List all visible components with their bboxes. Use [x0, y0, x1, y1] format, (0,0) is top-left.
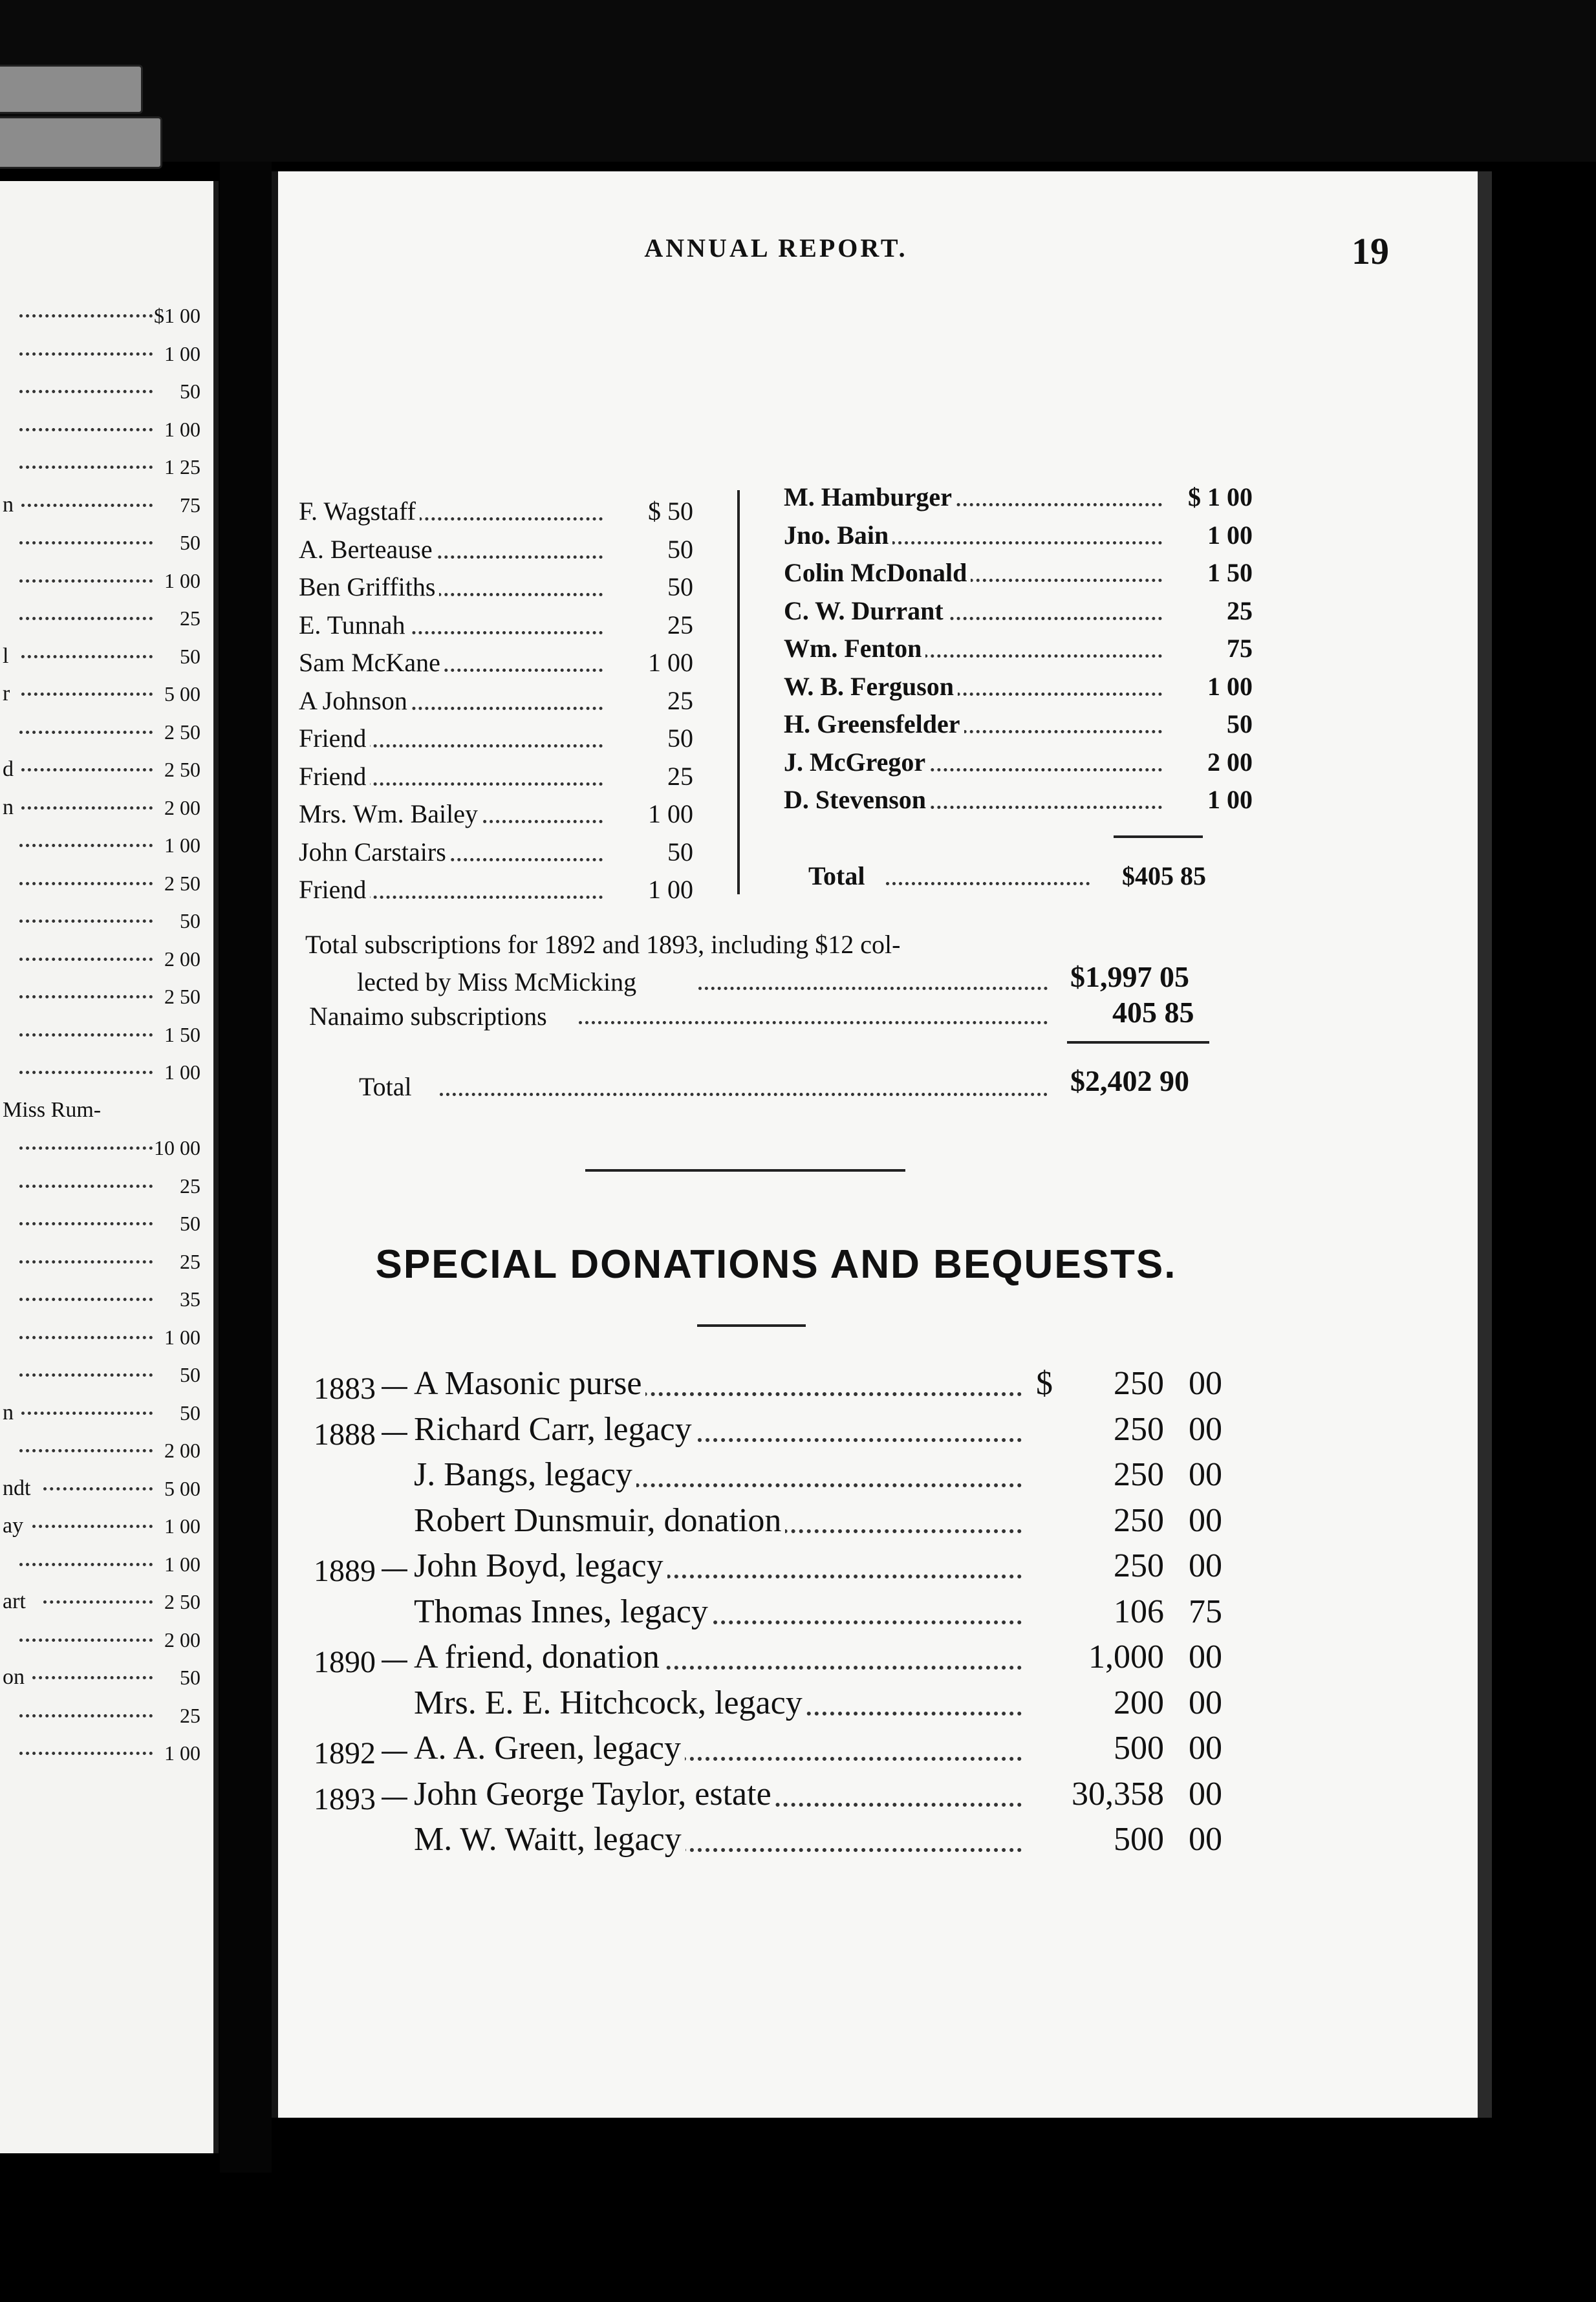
- left-line-amount: 5 00: [164, 1476, 200, 1500]
- leader-dots: [19, 1185, 153, 1188]
- left-line-text: art: [3, 1589, 26, 1613]
- left-line-amount: 1 00: [164, 568, 200, 592]
- left-line-amount: 50: [180, 531, 200, 554]
- subscription-row: [299, 493, 693, 530]
- leader-dots: [19, 920, 153, 923]
- subscriber-name: J. McGregor: [784, 744, 929, 781]
- subscriber-name: Colin McDonald: [784, 554, 971, 592]
- leader-dots: [21, 806, 153, 810]
- subscription-row: [299, 834, 693, 871]
- leader-dots: [19, 1752, 153, 1755]
- left-page-line: [0, 373, 207, 409]
- left-page-line: [0, 865, 207, 901]
- donation-amount: 1,000: [1088, 1639, 1164, 1675]
- subscription-row: [299, 758, 693, 795]
- donation-cents: 00: [1189, 1775, 1222, 1813]
- left-page-line: [0, 1622, 207, 1658]
- subscription-amount: 1 00: [1203, 517, 1253, 554]
- leader-dots: [32, 1676, 153, 1679]
- subscription-amount: 25: [663, 758, 693, 795]
- leader-dots: [19, 541, 153, 544]
- left-line-amount: 5 00: [164, 682, 200, 705]
- left-page-line: [0, 714, 207, 750]
- left-line-text: n: [3, 1400, 14, 1425]
- donation-cents: 00: [1189, 1365, 1222, 1402]
- donation-description: Mrs. E. E. Hitchcock, legacy: [414, 1681, 806, 1726]
- left-line-text: on: [3, 1665, 25, 1689]
- left-line-amount: 25: [180, 1174, 200, 1198]
- donation-year: 1890: [314, 1645, 376, 1679]
- left-line-amount: 1 25: [164, 455, 200, 479]
- leader-dots: [19, 1714, 153, 1717]
- subscription-row: [784, 630, 1253, 667]
- donation-amount: 250: [1114, 1456, 1164, 1493]
- left-page-line: [0, 1168, 207, 1204]
- subscription-amount: 50: [663, 720, 693, 757]
- leader-dots: [21, 655, 153, 658]
- left-line-amount: 2 50: [164, 720, 200, 744]
- left-line-amount: 10 00: [154, 1136, 200, 1159]
- left-page-line: [0, 449, 207, 485]
- total-subscriptions-label: lected by Miss McMicking: [357, 967, 637, 996]
- donation-description: Thomas Innes, legacy: [414, 1589, 712, 1635]
- left-line-amount: 50: [180, 1401, 200, 1425]
- leader-dots: [19, 617, 153, 620]
- leader-dots: [21, 1412, 153, 1415]
- binding-tape: [0, 65, 143, 114]
- donation-row: [314, 1589, 1222, 1635]
- subscription-amount: $ 50: [644, 493, 693, 530]
- left-page-line: [0, 751, 207, 788]
- donation-description: John Boyd, legacy: [414, 1544, 667, 1589]
- left-line-amount: 25: [180, 1249, 200, 1273]
- left-page-line: [0, 1205, 207, 1242]
- subscription-amount: 50: [663, 531, 693, 568]
- subscription-row: [784, 554, 1253, 592]
- left-page-line: [0, 1243, 207, 1280]
- donation-row: [314, 1817, 1222, 1862]
- left-page-line: [0, 336, 207, 372]
- subscription-row: [299, 531, 693, 568]
- donation-description: A Masonic purse: [414, 1361, 645, 1406]
- subscription-amount: 1 00: [644, 795, 693, 833]
- left-line-amount: 2 50: [164, 1590, 200, 1613]
- subscriber-name: A Johnson: [299, 682, 411, 720]
- leader-dots: [19, 579, 153, 583]
- left-page-line: [0, 1319, 207, 1355]
- left-line-amount: 50: [180, 1212, 200, 1235]
- left-page-line: [0, 1054, 207, 1090]
- donation-row: [314, 1635, 1222, 1680]
- subscription-amount: 1 00: [644, 644, 693, 682]
- subscription-amount: 2 00: [1203, 744, 1253, 781]
- left-page-line: [0, 827, 207, 863]
- left-page-line: [0, 978, 207, 1015]
- left-line-text: ay: [3, 1514, 24, 1538]
- donation-amount: 250: [1114, 1410, 1164, 1448]
- left-line-amount: 50: [180, 380, 200, 403]
- leader-dots: [19, 390, 153, 393]
- leader-dots: [19, 995, 153, 998]
- subscriber-name: Friend: [299, 720, 370, 757]
- donation-amount: 250: [1114, 1501, 1164, 1539]
- subscriber-name: Wm. Fenton: [784, 630, 925, 667]
- leader-dots: [21, 693, 153, 696]
- subscriber-name: E. Tunnah: [299, 607, 409, 644]
- left-line-amount: 1 00: [164, 341, 200, 365]
- grand-total-rule: [1067, 1041, 1209, 1044]
- subscription-row: [784, 705, 1253, 743]
- subscription-row: [299, 568, 693, 606]
- left-page-line: [0, 1130, 207, 1166]
- left-line-amount: 2 00: [164, 1628, 200, 1651]
- donation-cents: 00: [1189, 1547, 1222, 1584]
- left-page-line: [0, 1432, 207, 1468]
- donation-amount: 500: [1114, 1821, 1164, 1858]
- total-subscriptions-line1: Total subscriptions for 1892 and 1893, including $12 col-: [305, 930, 901, 959]
- total-subscriptions-amount: $1,997 05: [1070, 960, 1189, 993]
- left-line-amount: 2 00: [164, 1439, 200, 1462]
- left-line-amount: 50: [180, 909, 200, 932]
- left-page-line: [0, 1357, 207, 1393]
- donation-amount: 500: [1114, 1730, 1164, 1767]
- donation-row: [314, 1498, 1222, 1544]
- donation-year: 1892: [314, 1736, 376, 1770]
- donation-year: 1889: [314, 1554, 376, 1588]
- currency-sign: $: [1036, 1365, 1053, 1402]
- donation-year: 1888: [314, 1417, 376, 1452]
- right-total-row: [808, 857, 1206, 895]
- grand-total-label: Total: [359, 1072, 412, 1101]
- donation-description: A. A. Green, legacy: [414, 1726, 685, 1771]
- left-line-text: d: [3, 757, 14, 781]
- donation-amount: 250: [1114, 1365, 1164, 1402]
- year-dash: [382, 1752, 407, 1754]
- nanaimo-label: Nanaimo subscriptions: [309, 1002, 547, 1031]
- subscriber-name: Sam McKane: [299, 644, 444, 682]
- donation-description: A friend, donation: [414, 1635, 663, 1680]
- total-rule: [1114, 835, 1203, 838]
- donation-row: [314, 1361, 1222, 1406]
- subscription-row: [784, 592, 1253, 630]
- subscription-row: [299, 682, 693, 720]
- donation-cents: 00: [1189, 1730, 1222, 1767]
- donation-row: [314, 1407, 1222, 1452]
- leader-dots: [440, 1093, 1048, 1096]
- leader-dots: [19, 466, 153, 469]
- donation-row: [314, 1681, 1222, 1726]
- subscription-row: [784, 668, 1253, 705]
- donation-amount: 200: [1114, 1684, 1164, 1721]
- left-line-text: l: [3, 643, 9, 668]
- donation-row: [314, 1772, 1222, 1817]
- left-page-line: [0, 524, 207, 561]
- left-line-amount: 1 00: [164, 1552, 200, 1576]
- donation-row: [314, 1452, 1222, 1498]
- subscription-row: [299, 795, 693, 833]
- donation-cents: 00: [1189, 1684, 1222, 1721]
- left-page-line: [0, 1546, 207, 1582]
- left-page-line: [0, 600, 207, 636]
- subscription-amount: $ 1 00: [1184, 479, 1253, 516]
- donation-cents: 00: [1189, 1410, 1222, 1448]
- left-line-amount: 1 00: [164, 1514, 200, 1538]
- subscriber-name: D. Stevenson: [784, 781, 930, 819]
- leader-dots: [19, 1336, 153, 1339]
- donation-amount: 30,358: [1072, 1775, 1164, 1813]
- subscription-amount: 50: [663, 834, 693, 871]
- subscription-amount: 1 00: [644, 871, 693, 909]
- left-line-text: r: [3, 682, 10, 705]
- leader-dots: [43, 1600, 153, 1604]
- subscriber-name: Friend: [299, 871, 370, 909]
- subscriber-name: Ben Griffiths: [299, 568, 439, 606]
- grand-total-amount: $2,402 90: [1070, 1064, 1189, 1097]
- left-line-amount: 50: [180, 1666, 200, 1689]
- left-page-line: [0, 1470, 207, 1507]
- subscriber-name: Jno. Bain: [784, 517, 892, 554]
- running-head: ANNUAL REPORT.: [644, 233, 908, 263]
- subscription-row: [784, 517, 1253, 554]
- left-page-line: [0, 1395, 207, 1431]
- left-line-amount: 2 50: [164, 871, 200, 895]
- donation-row: [314, 1544, 1222, 1589]
- book-gutter: [220, 162, 272, 2173]
- subscription-row: [784, 744, 1253, 781]
- leader-dots: [19, 314, 153, 317]
- left-line-text: ndt: [3, 1476, 31, 1500]
- left-page-line: [0, 563, 207, 599]
- donation-cents: 00: [1189, 1456, 1222, 1493]
- leader-dots: [19, 428, 153, 431]
- donation-description: M. W. Waitt, legacy: [414, 1817, 685, 1862]
- subscription-row: [784, 781, 1253, 819]
- left-page-line: [0, 790, 207, 826]
- left-page-line: [0, 1092, 207, 1128]
- leader-dots: [19, 1298, 153, 1301]
- donation-description: Robert Dunsmuir, donation: [414, 1498, 785, 1544]
- donation-cents: 75: [1189, 1593, 1222, 1630]
- leader-dots: [19, 844, 153, 847]
- left-page-fragment: [0, 181, 219, 2153]
- year-dash: [382, 1433, 407, 1435]
- left-line-amount: 1 50: [164, 1022, 200, 1046]
- left-page-line: [0, 297, 207, 334]
- leader-dots: [19, 352, 153, 356]
- title-underline: [697, 1324, 806, 1327]
- left-page-line: [0, 1659, 207, 1695]
- subscription-row: [784, 479, 1253, 516]
- subscription-amount: 25: [663, 607, 693, 644]
- subscriber-name: F. Wagstaff: [299, 493, 420, 530]
- left-line-text: n: [3, 492, 14, 517]
- left-page-line: [0, 1017, 207, 1053]
- leader-dots: [698, 987, 1048, 990]
- subscriber-name: W. B. Ferguson: [784, 668, 958, 705]
- subscription-amount: 25: [663, 682, 693, 720]
- leader-dots: [19, 731, 153, 734]
- subscriber-name: M. Hamburger: [784, 479, 956, 516]
- leader-dots: [19, 1563, 153, 1566]
- left-page-line: [0, 1584, 207, 1620]
- year-dash: [382, 1569, 407, 1571]
- special-donations-title: SPECIAL DONATIONS AND BEQUESTS.: [375, 1242, 1177, 1287]
- donation-description: John George Taylor, estate: [414, 1772, 775, 1817]
- left-line-amount: 2 00: [164, 947, 200, 971]
- leader-dots: [19, 958, 153, 961]
- left-page-line: [0, 1697, 207, 1734]
- subscription-amount: 1 00: [1203, 781, 1253, 819]
- subscriber-name: Mrs. Wm. Bailey: [299, 795, 482, 833]
- left-line-amount: $1 00: [154, 304, 200, 327]
- donation-cents: 00: [1189, 1821, 1222, 1858]
- subscription-amount: 75: [1223, 630, 1253, 667]
- left-line-amount: 25: [180, 607, 200, 630]
- leader-dots: [579, 1021, 1048, 1024]
- leader-dots: [32, 1525, 153, 1528]
- left-line-amount: 2 50: [164, 985, 200, 1008]
- donation-description: J. Bangs, legacy: [414, 1452, 636, 1498]
- donation-cents: 00: [1189, 1639, 1222, 1675]
- right-total-amount: $405 85: [1118, 857, 1206, 895]
- year-dash: [382, 1661, 407, 1662]
- subscription-amount: 1 50: [1203, 554, 1253, 592]
- left-page-line: [0, 941, 207, 977]
- left-page-line: [0, 1281, 207, 1317]
- left-line-amount: 35: [180, 1287, 200, 1311]
- donation-amount: 106: [1114, 1593, 1164, 1630]
- left-line-amount: 75: [180, 493, 200, 517]
- subscription-row: [299, 607, 693, 644]
- subscriber-name: John Carstairs: [299, 834, 450, 871]
- subscriber-name: A. Berteause: [299, 531, 437, 568]
- left-page-line: [0, 411, 207, 447]
- donation-row: [314, 1726, 1222, 1771]
- leader-dots: [19, 1260, 153, 1264]
- donation-cents: 00: [1189, 1501, 1222, 1539]
- leader-dots: [19, 1071, 153, 1074]
- leader-dots: [19, 1033, 153, 1037]
- binding-tape: [0, 116, 162, 169]
- scan-background: [0, 0, 1596, 162]
- donation-year: 1883: [314, 1372, 376, 1406]
- left-page-line: [0, 487, 207, 523]
- left-page-line: [0, 903, 207, 939]
- leader-dots: [21, 768, 153, 771]
- left-line-amount: 1 00: [164, 1741, 200, 1765]
- leader-dots: [19, 1222, 153, 1225]
- subscription-row: [299, 871, 693, 909]
- left-page-line: [0, 638, 207, 674]
- leader-dots: [19, 882, 153, 885]
- left-line-amount: 1 00: [164, 1060, 200, 1084]
- left-line-amount: 25: [180, 1703, 200, 1727]
- left-line-amount: 1 00: [164, 1325, 200, 1349]
- leader-dots: [886, 882, 1090, 885]
- column-divider: [737, 490, 740, 894]
- left-line-amount: 1 00: [164, 834, 200, 857]
- leader-dots: [19, 1146, 153, 1150]
- right-total-label: Total: [808, 857, 868, 895]
- subscription-amount: 50: [663, 568, 693, 606]
- subscription-amount: 1 00: [1203, 668, 1253, 705]
- leader-dots: [43, 1487, 153, 1490]
- donation-amount: 250: [1114, 1547, 1164, 1584]
- year-dash: [382, 1798, 407, 1800]
- left-page-line: [0, 1735, 207, 1771]
- donation-description: Richard Carr, legacy: [414, 1407, 696, 1452]
- nanaimo-amount: 405 85: [1112, 996, 1194, 1029]
- leader-dots: [21, 504, 153, 507]
- donation-year: 1893: [314, 1781, 376, 1816]
- leader-dots: [19, 1449, 153, 1452]
- left-line-amount: 50: [180, 1363, 200, 1386]
- left-page-line: [0, 676, 207, 712]
- section-divider: [585, 1169, 905, 1172]
- leader-dots: [19, 1373, 153, 1377]
- left-page-line: [0, 1508, 207, 1544]
- left-line-amount: 2 50: [164, 758, 200, 781]
- subscription-row: [299, 644, 693, 682]
- subscription-row: [299, 720, 693, 757]
- subscriber-name: Friend: [299, 758, 370, 795]
- page-number: 19: [1352, 230, 1389, 272]
- leader-dots: [19, 1639, 153, 1642]
- left-line-text: n: [3, 795, 14, 819]
- subscriber-name: H. Greensfelder: [784, 705, 964, 743]
- left-line-text: Miss Rum-: [3, 1097, 102, 1122]
- subscription-amount: 50: [1223, 705, 1253, 743]
- left-line-amount: 2 00: [164, 795, 200, 819]
- subscription-amount: 25: [1223, 592, 1253, 630]
- year-dash: [382, 1387, 407, 1389]
- left-line-amount: 1 00: [164, 417, 200, 441]
- subscriber-name: C. W. Durrant: [784, 592, 947, 630]
- left-line-amount: 50: [180, 644, 200, 668]
